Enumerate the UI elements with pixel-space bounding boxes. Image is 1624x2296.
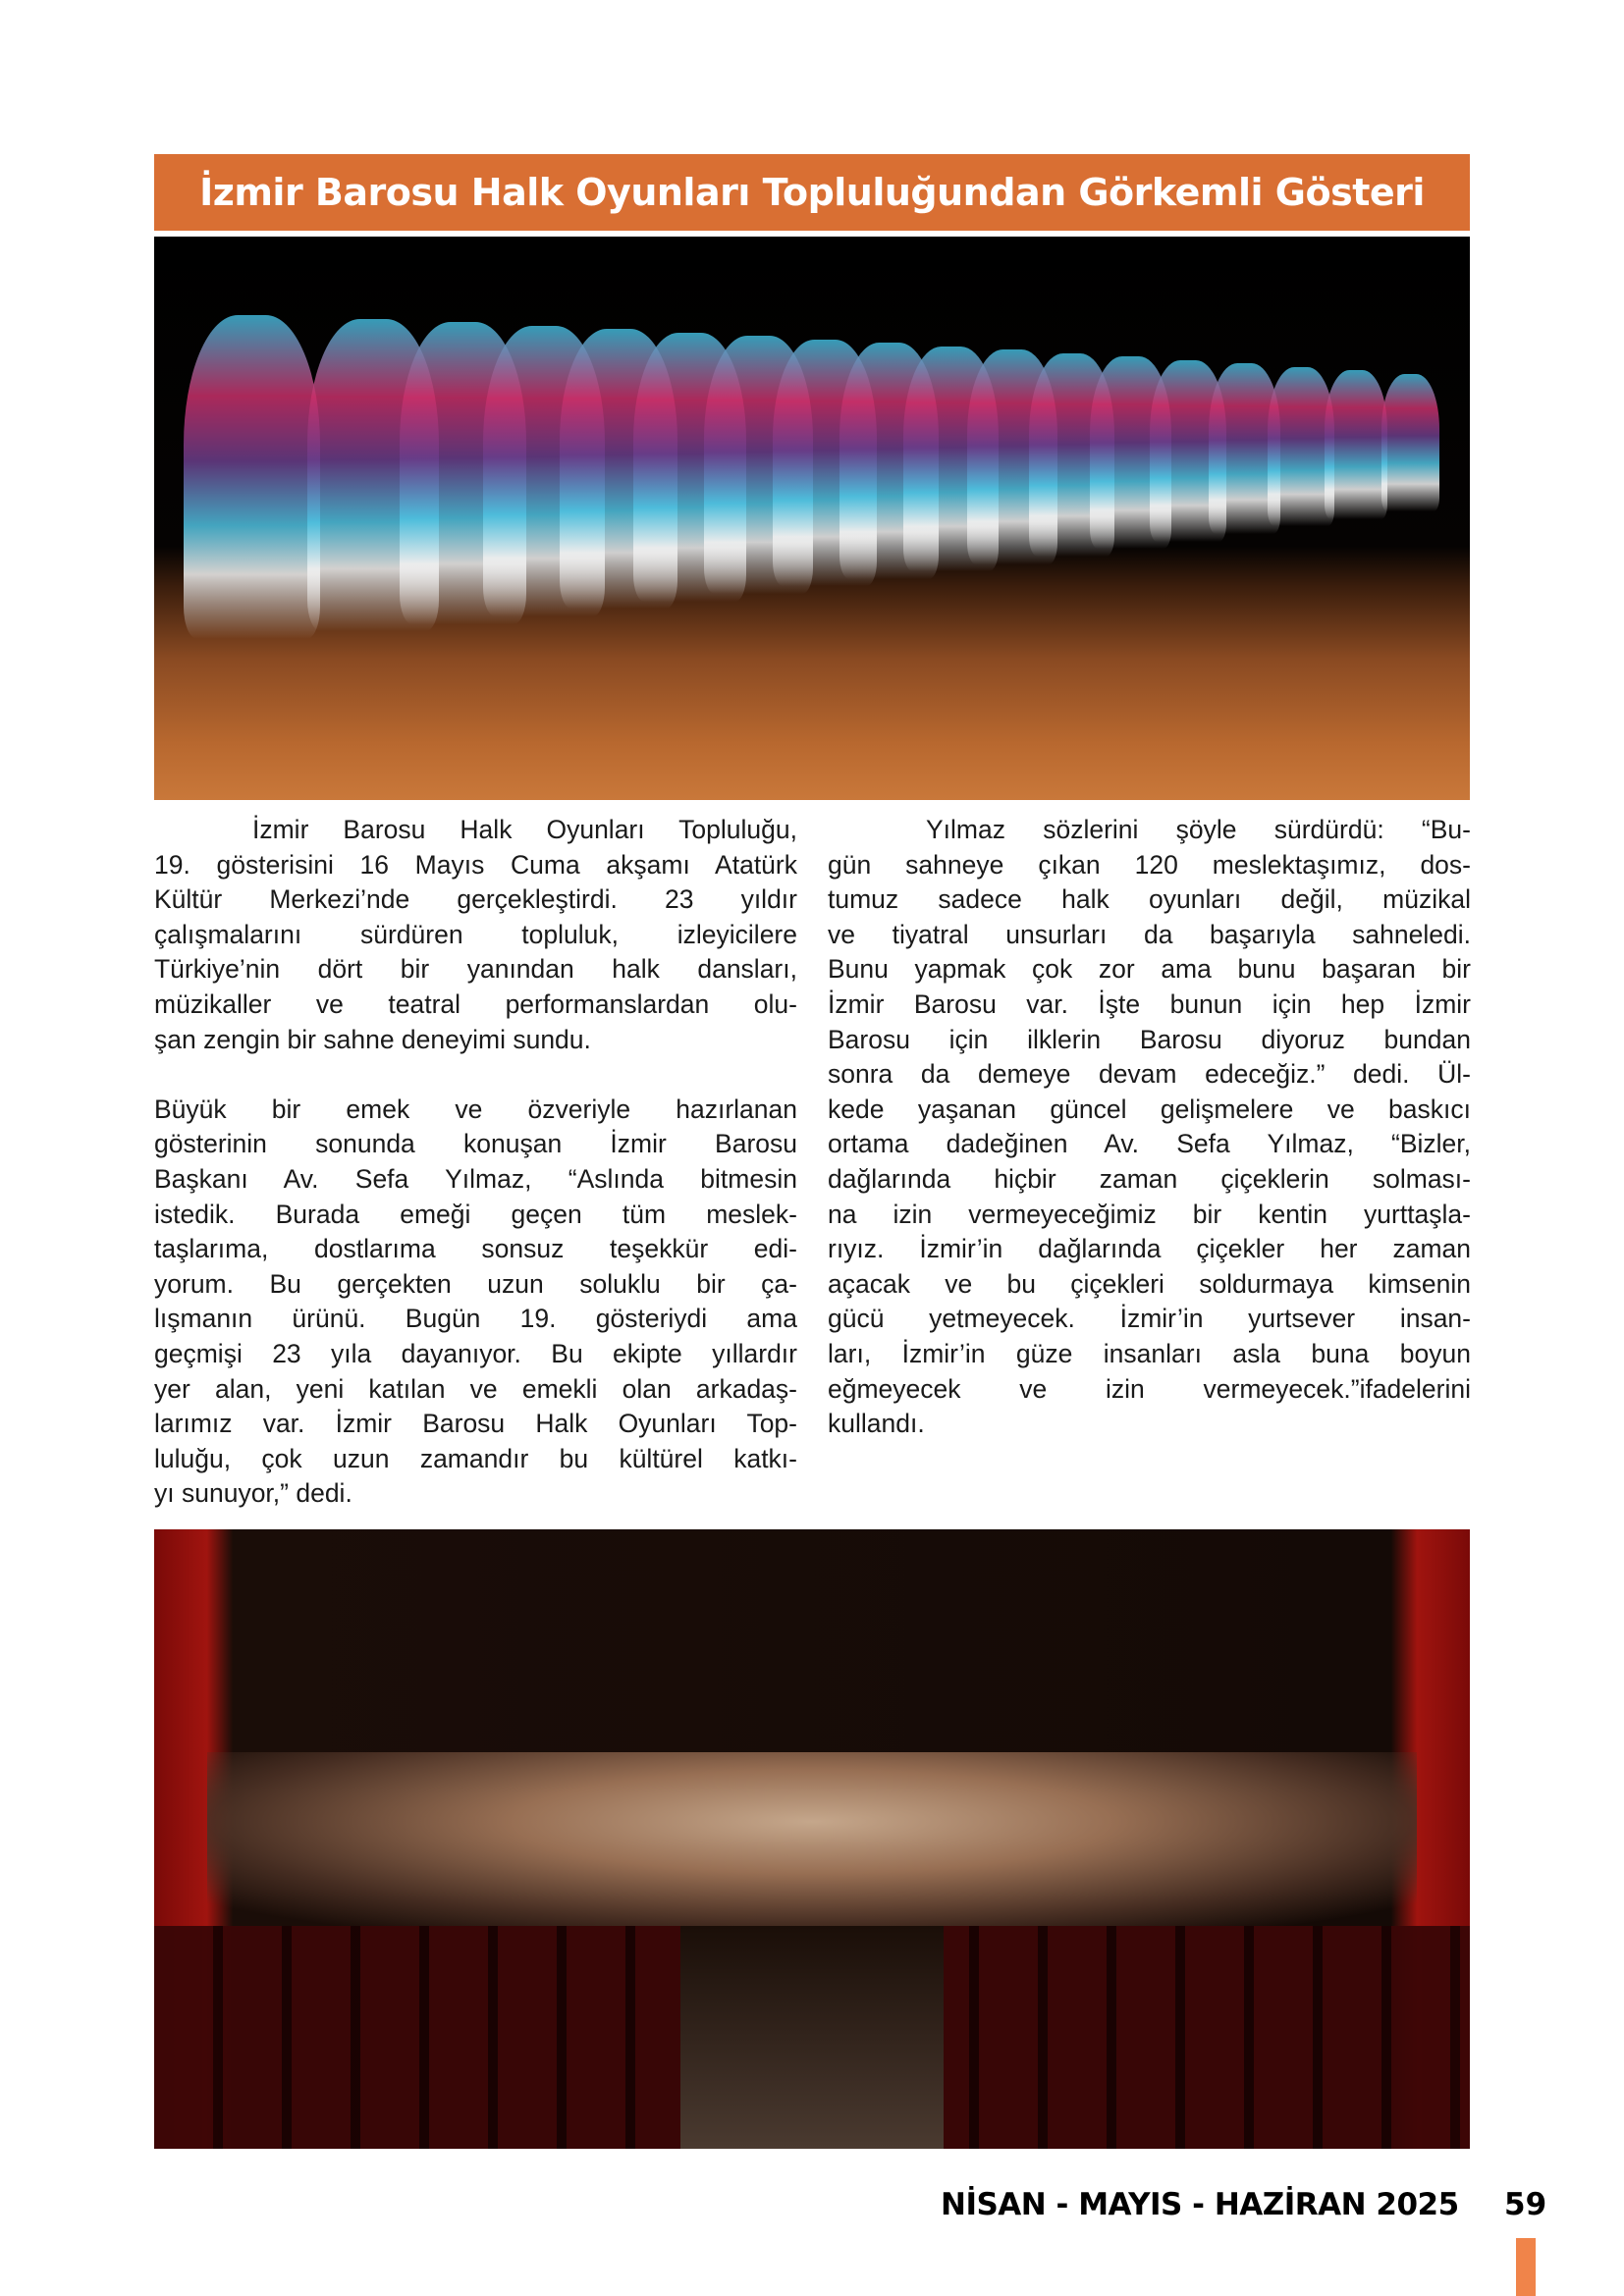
- text-line: Büyük bir emek ve özveriyle hazırlanan: [154, 1094, 797, 1124]
- text-line: na izin vermeyeceğimiz bir kentin yurttaşla-: [828, 1199, 1471, 1229]
- paragraph: [828, 813, 1471, 1442]
- text-line: ları, İzmir’in güze insanları asla buna boyun: [828, 1338, 1471, 1368]
- text-line: ve tiyatral unsurları da başarıyla sahneledi.: [828, 919, 1471, 949]
- text-line: Yılmaz sözlerini şöyle sürdürdü: “Bu-: [926, 815, 1471, 844]
- text-line: şan zengin bir sahne deneyimi sundu.: [154, 1024, 591, 1054]
- text-line: Bunu yapmak çok zor ama bunu başaran bir: [828, 954, 1471, 985]
- text-line: açacak ve bu çiçekleri soldurmaya kimsenin: [828, 1268, 1471, 1299]
- text-line: yer alan, yeni katılan ve emekli olan arkadaş-: [154, 1373, 797, 1404]
- text-line: kede yaşanan güncel gelişmelere ve baskıcı: [828, 1094, 1471, 1124]
- text-line: yorum. Bu gerçekten uzun soluklu bir ça-: [154, 1268, 797, 1299]
- paragraph: [154, 1093, 797, 1512]
- text-line: İzmir Barosu Halk Oyunları Topluluğu,: [252, 815, 797, 844]
- text-line: gösterinin sonunda konuşan İzmir Barosu: [154, 1129, 797, 1159]
- paragraph: [154, 813, 797, 1057]
- theater-aisle: [680, 1926, 944, 2149]
- text-line: Kültür Merkezi’nde gerçekleştirdi. 23 yıldır: [154, 884, 797, 915]
- text-line: rıyız. İzmir’in dağlarında çiçekler her zaman: [828, 1234, 1471, 1264]
- text-line: kullandı.: [828, 1409, 925, 1439]
- dancer-figure: [1381, 374, 1439, 511]
- text-line: lışmanın ürünü. Bugün 19. gösteriydi ama: [154, 1304, 797, 1334]
- text-line: luluğu, çok uzun zamandır bu kültürel katkı-: [154, 1443, 797, 1473]
- text-line: yı sunuyor,” dedi.: [154, 1478, 352, 1509]
- text-line: eğmeyecek ve izin vermeyecek.”ifadelerini: [828, 1373, 1471, 1404]
- page-number: 59: [1504, 2187, 1547, 2222]
- text-line: dağlarında hiçbir zaman çiçeklerin solması-: [828, 1163, 1471, 1194]
- dancer-figure: [184, 315, 320, 639]
- article-title-bar: [154, 154, 1470, 231]
- text-line: ortama dadeğinen Av. Sefa Yılmaz, “Bizler,: [828, 1129, 1471, 1159]
- group-photo-on-stage: [154, 1529, 1470, 2149]
- folk-dance-performance-photo: [154, 237, 1470, 800]
- text-line: gücü yetmeyecek. İzmir’in yurtsever insan-: [828, 1304, 1471, 1334]
- text-line: larımız var. İzmir Barosu Halk Oyunları Top-: [154, 1409, 797, 1439]
- article-title: İzmir Barosu Halk Oyunları Topluluğundan Görkemli Gösteri: [199, 171, 1425, 214]
- issue-date: NİSAN - MAYIS - HAZİRAN 2025: [941, 2187, 1459, 2222]
- text-line: geçmişi 23 yıla dayanıyor. Bu ekipte yıllardır: [154, 1338, 797, 1368]
- text-line: gün sahneye çıkan 120 meslektaşımız, dos-: [828, 849, 1471, 880]
- text-line: çalışmalarını sürdüren topluluk, izleyicilere: [154, 919, 797, 949]
- text-line: sonra da demeye devam edeceğiz.” dedi. Ül-: [828, 1059, 1471, 1090]
- text-line: İzmir Barosu var. İşte bunun için hep İzmir: [828, 988, 1471, 1019]
- text-line: Barosu için ilklerin Barosu diyoruz bundan: [828, 1024, 1471, 1054]
- page-marker-bar: [1516, 2238, 1536, 2296]
- group-of-performers: [207, 1752, 1418, 1926]
- text-line: müzikaller ve teatral performanslardan olu-: [154, 988, 797, 1019]
- text-line: Türkiye’nin dört bir yanından halk dansları,: [154, 954, 797, 985]
- text-column-left: [154, 813, 797, 1546]
- dancer-figure: [1325, 370, 1386, 518]
- text-line: Başkanı Av. Sefa Yılmaz, “Aslında bitmesin: [154, 1163, 797, 1194]
- text-column-right: [828, 813, 1471, 1476]
- text-line: taşlarıma, dostlarıma sonsuz teşekkür edi-: [154, 1234, 797, 1264]
- text-line: istedik. Burada emeği geçen tüm meslek-: [154, 1199, 797, 1229]
- text-line: 19. gösterisini 16 Mayıs Cuma akşamı Atatürk: [154, 849, 797, 880]
- text-line: tumuz sadece halk oyunları değil, müzikal: [828, 884, 1471, 915]
